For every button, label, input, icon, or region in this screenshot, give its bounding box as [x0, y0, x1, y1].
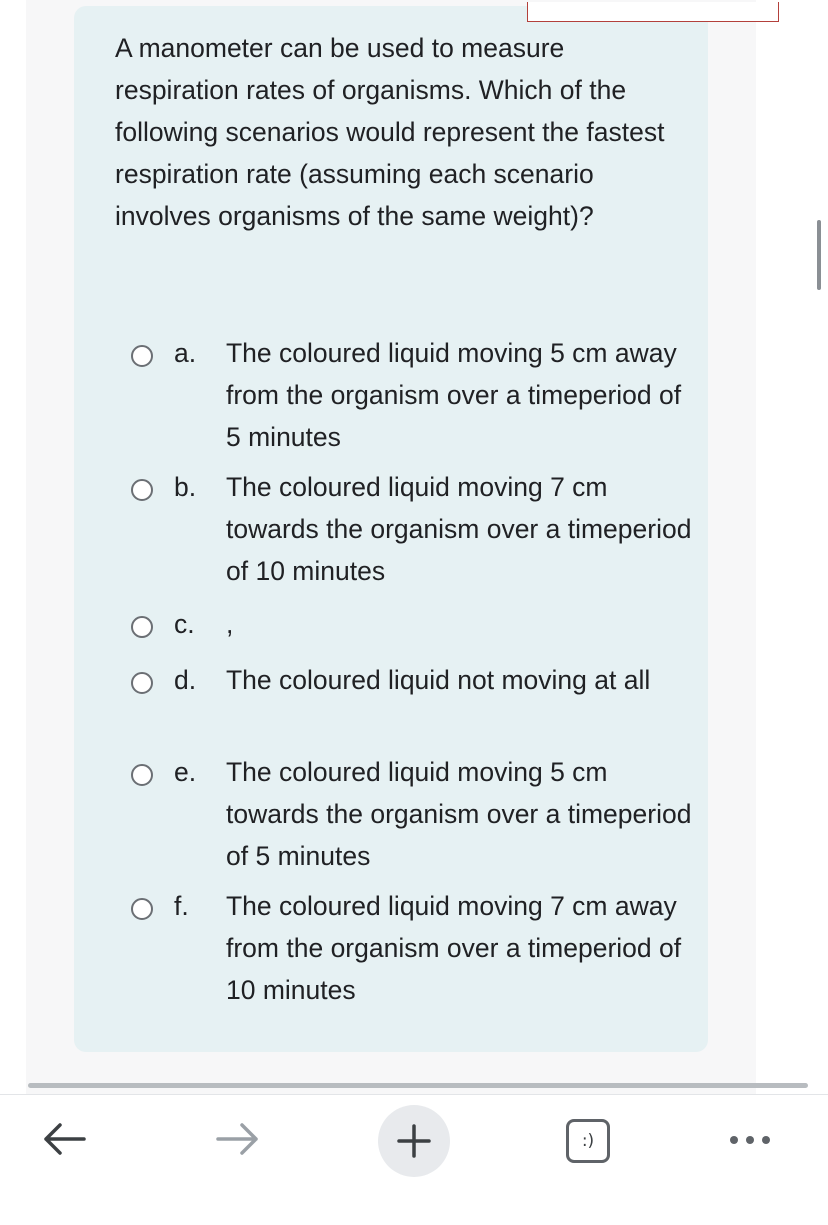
option-text: The coloured liquid not moving at all	[226, 665, 651, 695]
flag-box	[527, 2, 779, 22]
option-letter: d.	[174, 665, 197, 695]
radio-button-d[interactable]	[131, 672, 153, 694]
more-horizontal-icon-dot	[730, 1136, 738, 1144]
option-letter: c.	[174, 609, 195, 639]
tabs-button[interactable]	[566, 1119, 610, 1163]
option-letter: a.	[174, 338, 197, 368]
radio-button-a[interactable]	[131, 345, 153, 367]
radio-button-f[interactable]	[131, 898, 153, 920]
option-letter: e.	[174, 757, 197, 787]
browser-bottom-bar	[0, 1094, 828, 1225]
plus-icon	[396, 1123, 432, 1159]
option-text: The coloured liquid moving 5 cm away from the organism over a timeperiod of 5 minutes	[226, 338, 682, 452]
question-text: A manometer can be used to measure respiration rates of organisms. Which of the following scenarios would represent the fastest respiration rate (assuming each scenario involves organisms of the same weight)?	[115, 33, 665, 231]
radio-button-c[interactable]	[131, 616, 153, 638]
more-horizontal-icon-dot	[762, 1136, 770, 1144]
more-horizontal-icon-dot	[746, 1136, 754, 1144]
new-tab-button[interactable]	[378, 1105, 450, 1177]
forward-button[interactable]	[204, 1115, 274, 1163]
more-menu-button[interactable]	[720, 1125, 780, 1155]
radio-button-b[interactable]	[131, 479, 153, 501]
page-load-progress	[28, 1083, 808, 1088]
scrollbar[interactable]	[817, 220, 821, 290]
tabs-label: :)	[581, 1131, 595, 1151]
back-button[interactable]	[28, 1115, 98, 1163]
option-letter: b.	[174, 472, 197, 502]
arrow-right-icon	[214, 1119, 264, 1159]
radio-button-e[interactable]	[131, 764, 153, 786]
option-letter: f.	[174, 891, 189, 921]
arrow-left-icon	[38, 1119, 88, 1159]
option-text: The coloured liquid moving 7 cm away from the organism over a timeperiod of 10 minutes	[226, 891, 682, 1005]
option-text: The coloured liquid moving 7 cm towards the organism over a timeperiod of 10 minutes	[226, 472, 692, 586]
option-text: ,	[226, 609, 234, 639]
option-text: The coloured liquid moving 5 cm towards the organism over a timeperiod of 5 minutes	[226, 757, 692, 871]
